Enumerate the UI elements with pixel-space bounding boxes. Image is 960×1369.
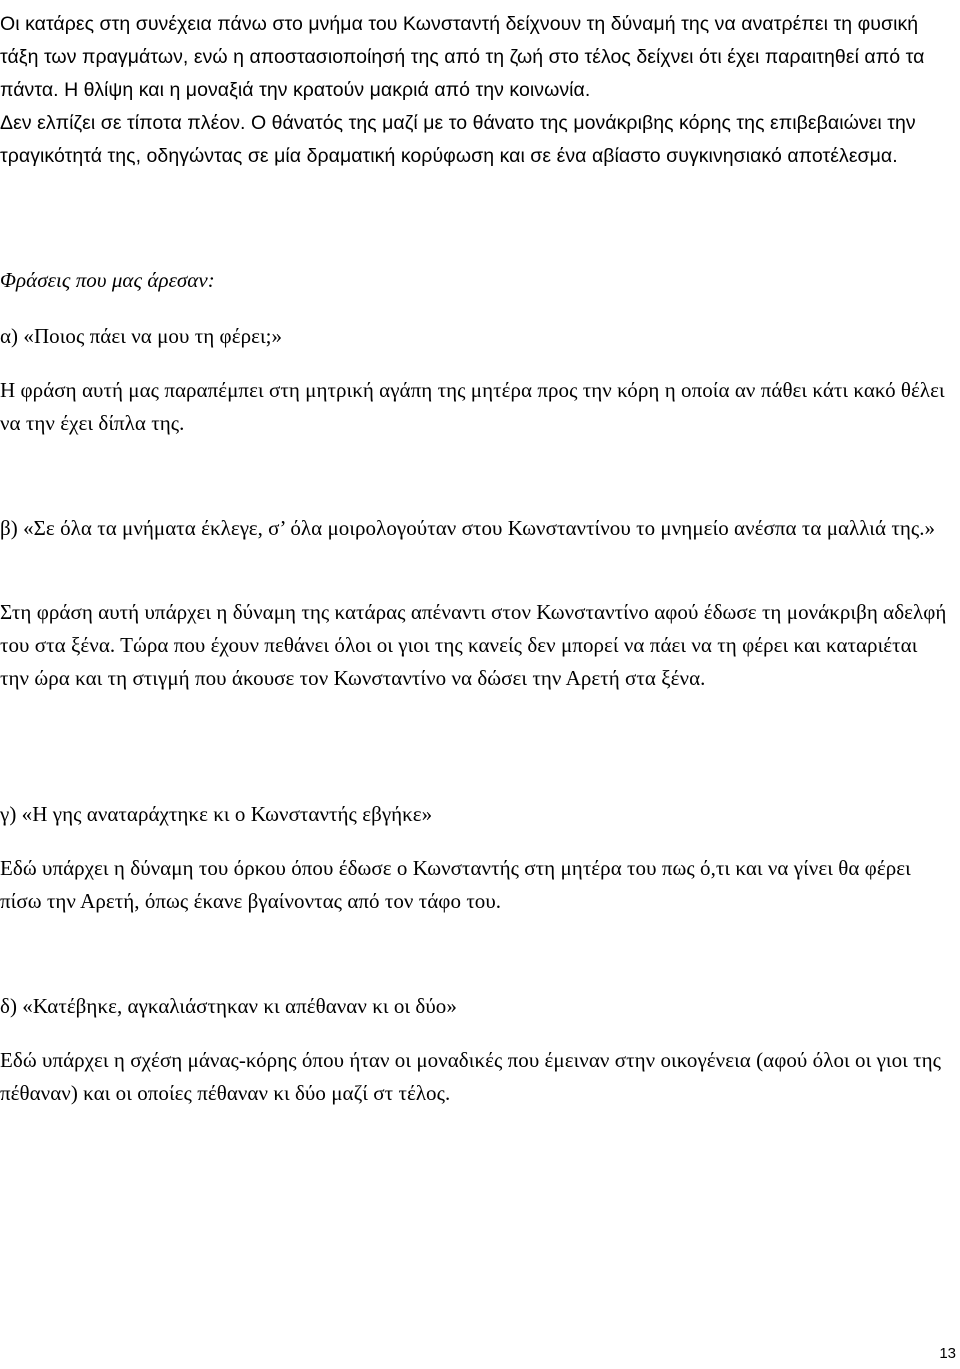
phrase-c-commentary: Εδώ υπάρχει η δύναμη του όρκου όπου έδωσε ο Κωνσταντής στη μητέρα του πως ό,τι και να γίνει θα φέρει πίσω την Αρετή, όπως έκανε βγαίνοντας από τον τάφο του. [0, 856, 911, 913]
phrase-a-quote: α) «Ποιος πάει να μου τη φέρει;» [0, 324, 283, 348]
phrase-a-commentary: Η φράση αυτή μας παραπέμπει στη μητρική αγάπη της μητέρα προς την κόρη η οποία αν πάθει κάτι κακό θέλει να την έχει δίπλα της. [0, 378, 945, 435]
phrase-b-quote: β) «Σε όλα τα μνήματα έκλεγε, σ’ όλα μοιρολογούταν στου Κωνσταντίνου το μνημείο ανέσπα τα μαλλιά της.» [0, 516, 936, 540]
phrases-heading: Φράσεις που μας άρεσαν: [0, 268, 215, 292]
intro-paragraph [0, 8, 950, 173]
phrase-b-commentary: Στη φράση αυτή υπάρχει η δύναμη της κατάρας απέναντι στον Κωνσταντίνο αφού έδωσε τη μονάκριβη αδελφή του στα ξένα. Τώρα που έχουν πεθάνει όλοι οι γιοι της κανείς δεν μπορεί να πάει να τη φέρει και καταριέται την ώρα και τη στιγμή που άκουσε τον Κωνσταντίνο να δώσει την Αρετή στα ξένα. [0, 600, 947, 690]
phrase-c-quote: γ) «Η γης αναταράχτηκε κι ο Κωνσταντής εβγήκε» [0, 802, 433, 826]
intro-lead-text: Οι κατάρες στη συνέχεια πάνω στο μνήμα του Κωνσταντή δείχνουν τη δύναμή της να ανατρέπει τη φυσική τάξη των πραγμάτων, ενώ η αποστασιοποίησή της από τη ζωή στο τέλος δείχνει ότι έχει παραιτηθεί από τα πάντα. Η θλίψη και η μοναξιά την κρατούν μακριά από την κοινωνία. [0, 13, 925, 101]
intro-rest-text: Δεν ελπίζει σε τίποτα πλέον. Ο θάνατός της μαζί με το θάνατο της μονάκριβης κόρης της επιβεβαιώνει την τραγικότητά της, οδηγώντας σε μία δραματική κορύφωση και σε ένα αβίαστο συγκινησιακό αποτέλεσμα. [0, 112, 916, 167]
phrase-d-commentary: Εδώ υπάρχει η σχέση μάνας-κόρης όπου ήταν οι μοναδικές που έμειναν στην οικογένεια (αφού όλοι οι γιοι της πέθαναν) και οι οποίες πέθαναν κι δύο μαζί στ τέλος. [0, 1048, 942, 1105]
page-number: 13 [939, 1345, 956, 1362]
phrase-d-quote: δ) «Κατέβηκε, αγκαλιάστηκαν κι απέθαναν κι οι δύο» [0, 994, 457, 1018]
